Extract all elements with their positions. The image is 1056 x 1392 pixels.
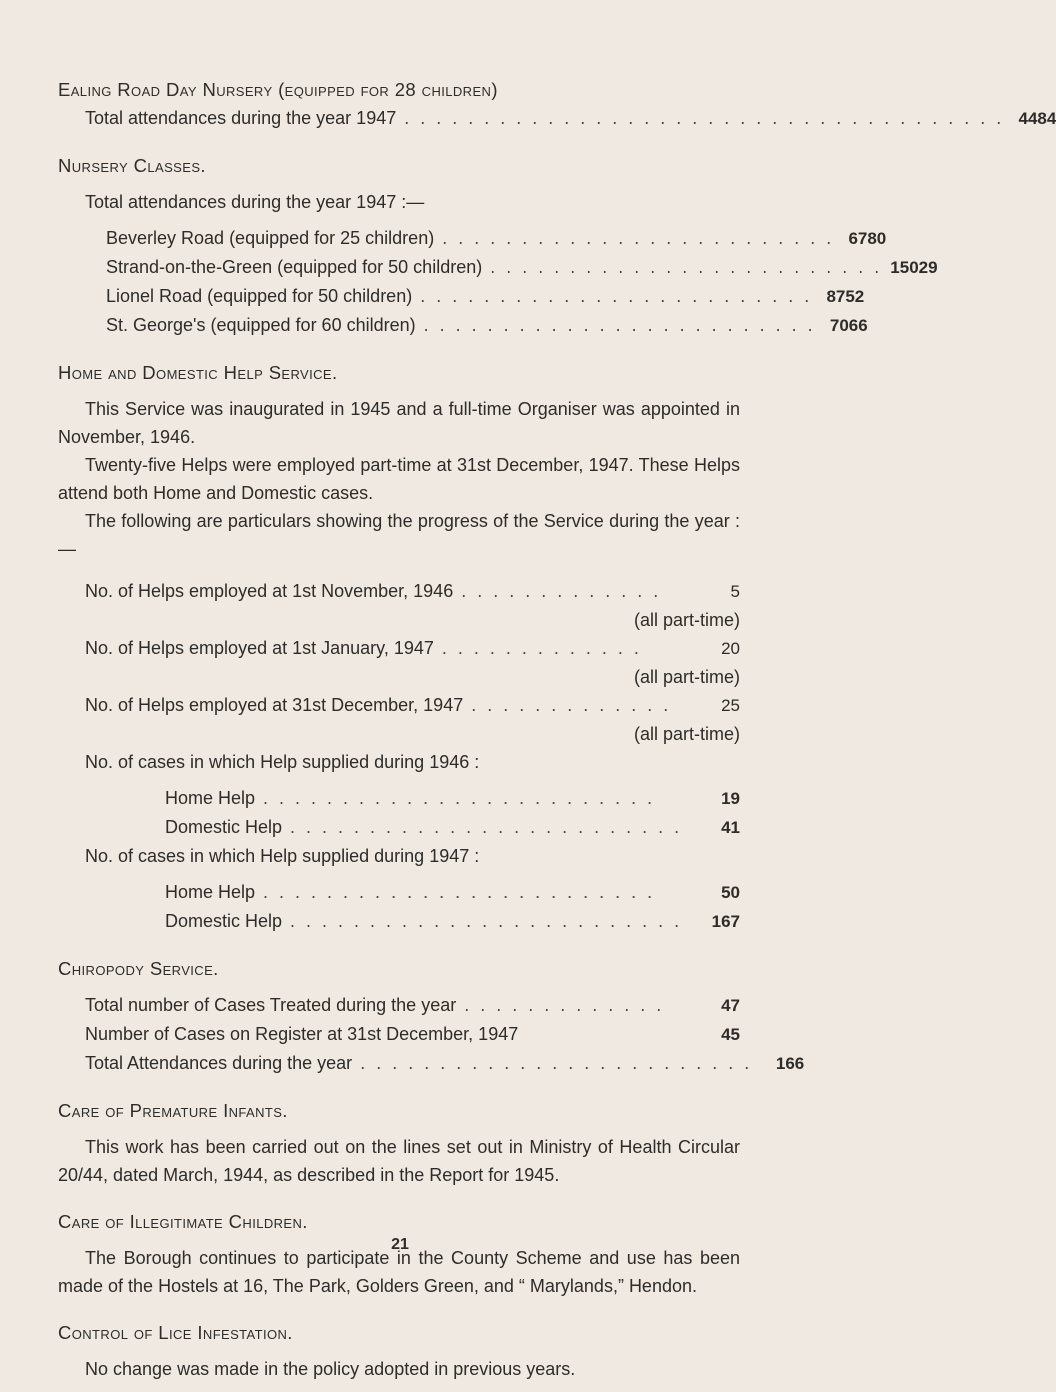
nursery-intro: Total attendances during the year 1947 :— [85,192,425,212]
cases-row [58,878,740,907]
section-heading-lice: Control of Lice Infestation. [58,1322,293,1343]
row-label: No. of Helps employed at 31st December, 1947 [85,695,464,715]
row-value: 45 [721,1025,740,1044]
paragraph: The following are particulars showing the progress of the Service during the year :— [58,511,740,559]
paragraph: This work has been carried out on the lines set out in Ministry of Health Circular 20/44, dated March, 1944, as described in the Report for 1945. [58,1137,740,1185]
section-heading-ealing: Ealing Road Day Nursery (equipped for 28 children) [58,79,498,100]
cases-row [58,784,740,813]
cases-row [58,813,740,842]
leader-dots: . . . . . . . . . . . . . [441,638,642,658]
paragraph: No change was made in the policy adopted in previous years. [85,1359,576,1379]
row-label: St. George's (equipped for 60 children) [106,315,416,335]
leader-dots: . . . . . . . . . . . . . . . . . . . . . . . . . [490,257,883,277]
row-label: Number of Cases on Register at 31st December, 1947 [85,1024,519,1044]
section-heading-illegitimate: Care of Illegitimate Children. [58,1211,308,1232]
paragraph: The Borough continues to participate in the County Scheme and use has been made of the Hostels at 16, The Park, Golders Green, and “ Marylands,” Hendon. [58,1248,740,1296]
cases-1947-label: No. of cases in which Help supplied during 1947 : [85,846,480,866]
row-label: No. of Helps employed at 1st November, 1946 [85,581,454,601]
cases-1946-label: No. of cases in which Help supplied during 1946 : [85,752,480,772]
row-label: Domestic Help [165,817,283,837]
nursery-row [58,253,938,282]
row-value: 41 [721,818,740,837]
row-note: (all part-time) [633,610,740,630]
page-content [58,76,1056,1383]
row-value: 6780 [848,229,887,248]
row-label: Strand-on-the-Green (equipped for 50 children) [106,257,483,277]
leader-dots: . . . . . . . . . . . . . . . . . . . . . . . . . [290,817,683,837]
chiropody-row [58,991,740,1020]
row-label: Home Help [165,788,256,808]
leader-dots: . . . . . . . . . . . . . . . . . . . . . . . . . [263,882,656,902]
nursery-row [58,282,865,311]
nursery-row [58,224,887,253]
row-label: Total attendances during the year 1947 [85,108,397,128]
row-label: Domestic Help [165,911,283,931]
paragraph: This Service was inaugurated in 1945 and a full-time Organiser was appointed in November, 1946. [58,399,740,447]
page-number: 21 [391,1236,409,1253]
row-note: (all part-time) [633,724,740,744]
cases-row [58,907,740,936]
row-value: 15029 [890,258,938,277]
leader-dots: . . . . . . . . . . . . . . . . . . . . . . . . . [442,228,835,248]
row-label: Lionel Road (equipped for 50 children) [106,286,413,306]
helps-employed-row [58,691,740,720]
row-value: 20 [721,639,740,658]
section-heading-nursery: Nursery Classes. [58,155,206,176]
section-heading-premature: Care of Premature Infants. [58,1100,288,1121]
chiropody-row [58,1020,740,1049]
row-value: 5 [730,582,740,601]
row-value: 8752 [826,287,865,306]
section-heading-chiropody: Chiropody Service. [58,958,219,979]
row-value: 7066 [829,316,868,335]
leader-dots: . . . . . . . . . . . . . . . . . . . . . . . . . [290,911,683,931]
row-value: 4484 [1018,109,1056,128]
section-heading-home-help: Home and Domestic Help Service. [58,362,338,383]
paragraph: Twenty-five Helps were employed part-time at 31st December, 1947. These Helps attend both Home and Domestic cases. [58,455,740,503]
row-value: 166 [775,1054,805,1073]
leader-dots: . . . . . . . . . . . . . . . . . . . . . . . . . [420,286,813,306]
helps-employed-row [58,577,740,606]
row-label: Total Attendances during the year [85,1053,353,1073]
row-value: 25 [721,696,740,715]
row-label: Home Help [165,882,256,902]
row-value: 19 [721,789,740,808]
row-label: No. of Helps employed at 1st January, 1947 [85,638,434,658]
row-value: 167 [711,912,740,931]
row-value: 47 [721,996,740,1015]
row-label: Beverley Road (equipped for 25 children) [106,228,435,248]
row-note: (all part-time) [633,667,740,687]
row-label: Total number of Cases Treated during the year [85,995,457,1015]
leader-dots: . . . . . . . . . . . . . [471,695,672,715]
nursery-row [58,311,868,340]
helps-employed-row [58,634,740,663]
leader-dots: . . . . . . . . . . . . . . . . . . . . . . . . . [360,1053,753,1073]
leader-dots: . . . . . . . . . . . . . . . . . . . . . . . . . [263,788,656,808]
ealing-total-row [58,104,1056,133]
chiropody-row [58,1049,805,1078]
row-value: 50 [721,883,740,902]
leader-dots: . . . . . . . . . . . . . [461,581,662,601]
leader-dots: . . . . . . . . . . . . . . . . . . . . . . . . . . . . . . . . . . . . . . [404,108,1005,128]
leader-dots: . . . . . . . . . . . . . . . . . . . . . . . . . [423,315,816,335]
leader-dots: . . . . . . . . . . . . . [464,995,665,1015]
